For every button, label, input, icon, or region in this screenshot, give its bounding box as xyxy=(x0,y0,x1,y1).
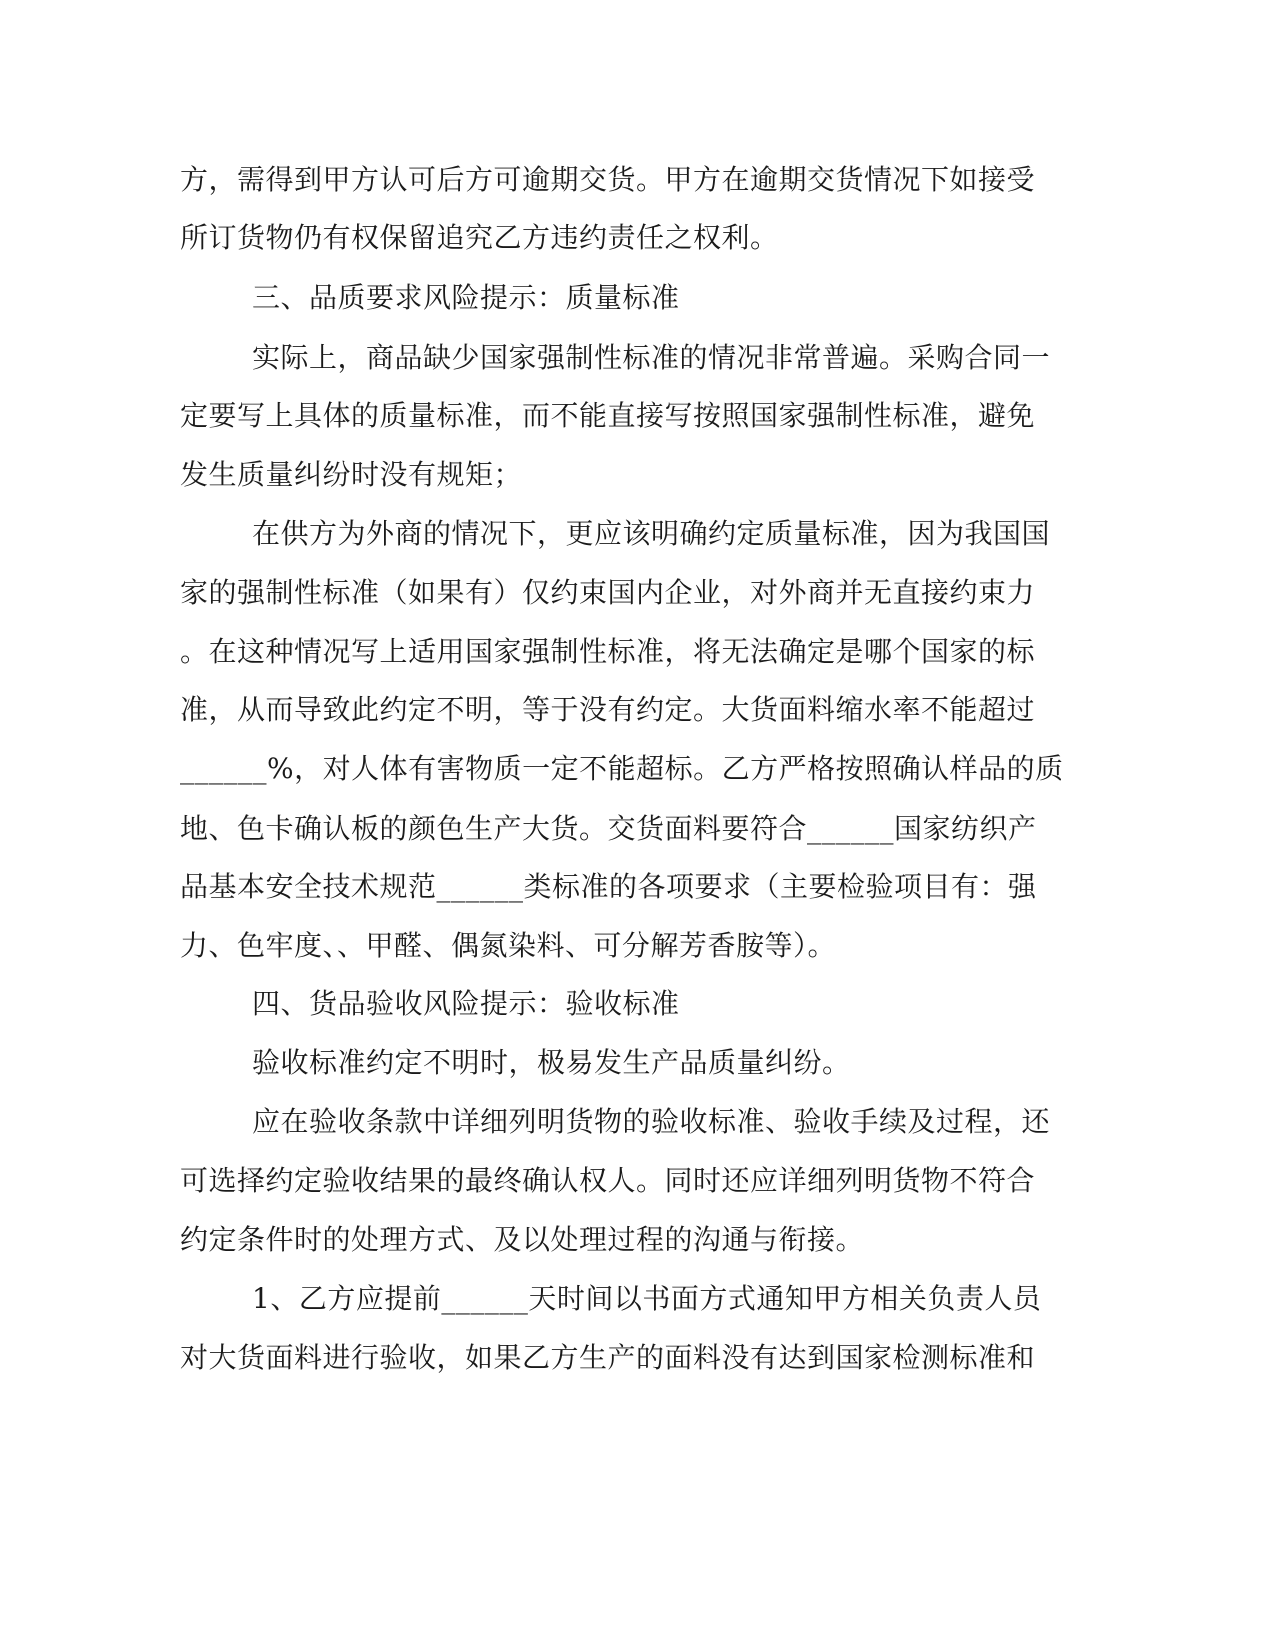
text-line: 对大货面料进行验收，如果乙方生产的面料没有达到国家检测标准和 xyxy=(180,1341,1036,1374)
text-line: 定要写上具体的质量标准，而不能直接写按照国家强制性标准，避免 xyxy=(180,399,1036,432)
text-line: 发生质量纠纷时没有规矩； xyxy=(180,458,523,491)
text-line: 品基本安全技术规范______类标准的各项要求（主要检验项目有：强 xyxy=(180,870,1037,903)
text-line: 地、色卡确认板的颜色生产大货。交货面料要符合______国家纺织产 xyxy=(180,812,1037,845)
text-line: 家的强制性标准（如果有）仅约束国内企业，对外商并无直接约束力 xyxy=(180,576,1036,609)
text-line: 可选择约定验收结果的最终确认权人。同时还应详细列明货物不符合 xyxy=(180,1164,1036,1197)
text-line: 。在这种情况写上适用国家强制性标准，将无法确定是哪个国家的标 xyxy=(180,635,1036,668)
text-line: 所订货物仍有权保留追究乙方违约责任之权利。 xyxy=(180,221,779,254)
text-line: 验收标准约定不明时，极易发生产品质量纠纷。 xyxy=(252,1046,851,1079)
text-line: 应在验收条款中详细列明货物的验收标准、验收手续及过程，还 xyxy=(252,1105,1051,1138)
text-line: 1、乙方应提前______天时间以书面方式通知甲方相关负责人员 xyxy=(252,1282,1042,1315)
text-line: 准，从而导致此约定不明，等于没有约定。大货面料缩水率不能超过 xyxy=(180,693,1036,726)
text-line: ______%，对人体有害物质一定不能超标。乙方严格按照确认样品的质 xyxy=(180,752,1064,785)
section-heading: 四、货品验收风险提示：验收标准 xyxy=(252,987,680,1020)
section-heading: 三、品质要求风险提示：质量标准 xyxy=(252,281,680,314)
text-line: 方，需得到甲方认可后方可逾期交货。甲方在逾期交货情况下如接受 xyxy=(180,163,1036,196)
text-line: 在供方为外商的情况下，更应该明确约定质量标准，因为我国国 xyxy=(252,517,1051,550)
text-line: 力、色牢度、、甲醛、偶氮染料、可分解芳香胺等）。 xyxy=(180,929,837,962)
text-line: 实际上，商品缺少国家强制性标准的情况非常普遍。采购合同一 xyxy=(252,341,1051,374)
text-line: 约定条件时的处理方式、及以处理过程的沟通与衔接。 xyxy=(180,1223,865,1256)
